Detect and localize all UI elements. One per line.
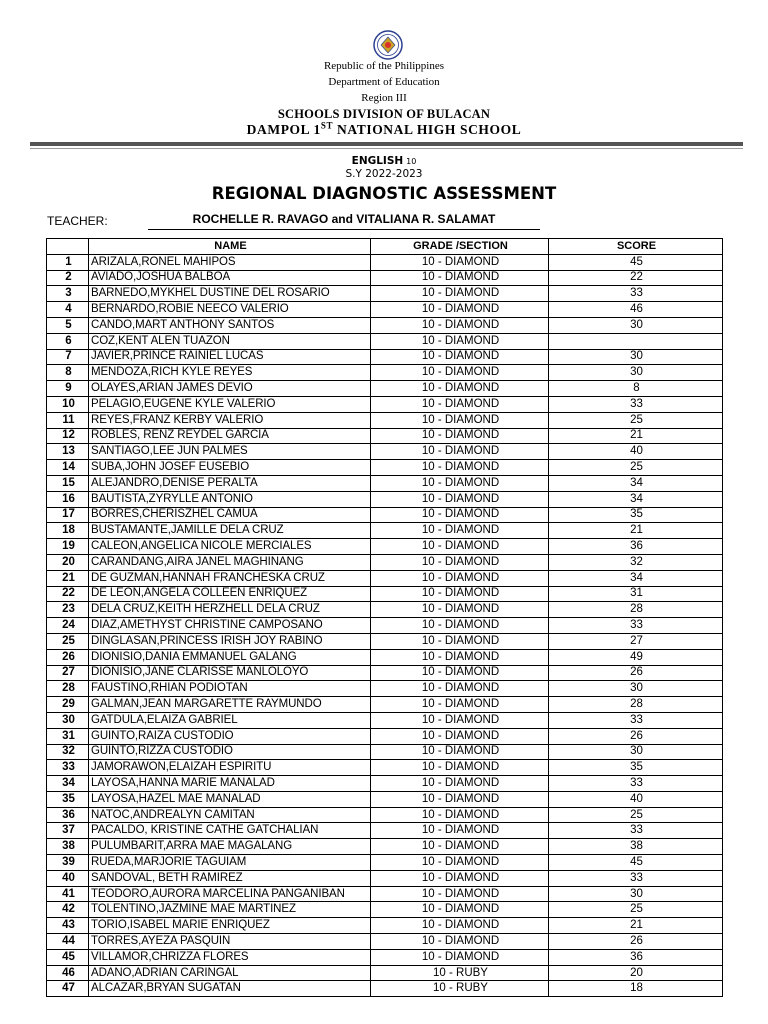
table-row <box>47 491 723 507</box>
score-value: 33 <box>549 618 723 634</box>
row-number: 8 <box>47 365 89 381</box>
row-number: 26 <box>47 649 89 665</box>
row-number: 23 <box>47 602 89 618</box>
header-republic: Republic of the Philippines <box>323 60 445 72</box>
score-value: 30 <box>549 744 723 760</box>
score-value: 33 <box>549 776 723 792</box>
student-name: TEODORO,AURORA MARCELINA PANGANIBAN <box>89 886 371 902</box>
student-name: PULUMBARIT,ARRA MAE MAGALANG <box>89 839 371 855</box>
table-row <box>47 523 723 539</box>
row-number: 37 <box>47 823 89 839</box>
student-name: JAMORAWON,ELAIZAH ESPIRITU <box>89 760 371 776</box>
grade-section: 10 - DIAMOND <box>371 870 549 886</box>
table-row <box>47 302 723 318</box>
grade-section: 10 - DIAMOND <box>371 444 549 460</box>
grade-section: 10 - RUBY <box>371 981 549 997</box>
score-table <box>46 238 723 997</box>
table-row <box>47 886 723 902</box>
student-name: GUINTO,RIZZA CUSTODIO <box>89 744 371 760</box>
grade-section: 10 - DIAMOND <box>371 586 549 602</box>
score-value: 26 <box>549 728 723 744</box>
grade-section: 10 - DIAMOND <box>371 412 549 428</box>
table-row <box>47 412 723 428</box>
score-value: 8 <box>549 381 723 397</box>
student-name: DINGLASAN,PRINCESS IRISH JOY RABINO <box>89 633 371 649</box>
student-name: CARANDANG,AIRA JANEL MAGHINANG <box>89 554 371 570</box>
student-name: TOLENTINO,JAZMINE MAE MARTINEZ <box>89 902 371 918</box>
row-number: 3 <box>47 286 89 302</box>
column-header-number <box>47 239 89 255</box>
score-value: 40 <box>549 444 723 460</box>
school-year: S.Y 2022-2023 <box>345 168 423 180</box>
score-value: 20 <box>549 965 723 981</box>
teacher-label: TEACHER: <box>47 214 108 228</box>
row-number: 44 <box>47 934 89 950</box>
row-number: 2 <box>47 270 89 286</box>
header-rule-thin <box>30 148 743 149</box>
column-header-score: SCORE <box>549 239 723 255</box>
student-name: MENDOZA,RICH KYLE REYES <box>89 365 371 381</box>
score-value: 31 <box>549 586 723 602</box>
row-number: 29 <box>47 697 89 713</box>
table-row <box>47 270 723 286</box>
row-number: 45 <box>47 949 89 965</box>
table-row <box>47 381 723 397</box>
score-value: 25 <box>549 902 723 918</box>
grade-section: 10 - DIAMOND <box>371 270 549 286</box>
row-number: 27 <box>47 665 89 681</box>
table-row <box>47 681 723 697</box>
score-value: 30 <box>549 317 723 333</box>
row-number: 25 <box>47 633 89 649</box>
row-number: 18 <box>47 523 89 539</box>
grade-section: 10 - DIAMOND <box>371 807 549 823</box>
row-number: 33 <box>47 760 89 776</box>
table-row <box>47 618 723 634</box>
grade-section: 10 - DIAMOND <box>371 539 549 555</box>
row-number: 17 <box>47 507 89 523</box>
student-name: SANTIAGO,LEE JUN PALMES <box>89 444 371 460</box>
score-value: 45 <box>549 855 723 871</box>
grade-section: 10 - DIAMOND <box>371 507 549 523</box>
table-row <box>47 570 723 586</box>
student-name: BERNARDO,ROBIE NEECO VALERIO <box>89 302 371 318</box>
row-number: 39 <box>47 855 89 871</box>
row-number: 4 <box>47 302 89 318</box>
row-number: 10 <box>47 396 89 412</box>
grade-section: 10 - DIAMOND <box>371 618 549 634</box>
score-value: 32 <box>549 554 723 570</box>
score-value: 21 <box>549 918 723 934</box>
grade-section: 10 - DIAMOND <box>371 934 549 950</box>
row-number: 31 <box>47 728 89 744</box>
column-header-section: GRADE /SECTION <box>371 239 549 255</box>
table-row <box>47 949 723 965</box>
score-value: 25 <box>549 412 723 428</box>
grade-section: 10 - DIAMOND <box>371 649 549 665</box>
grade-section: 10 - DIAMOND <box>371 886 549 902</box>
table-row <box>47 539 723 555</box>
student-name: NATOC,ANDREALYN CAMITAN <box>89 807 371 823</box>
score-value: 36 <box>549 949 723 965</box>
table-row <box>47 475 723 491</box>
score-value: 33 <box>549 823 723 839</box>
grade-section: 10 - DIAMOND <box>371 554 549 570</box>
student-name: CANDO,MART ANTHONY SANTOS <box>89 317 371 333</box>
student-name: FAUSTINO,RHIAN PODIOTAN <box>89 681 371 697</box>
table-row <box>47 728 723 744</box>
student-name: OLAYES,ARIAN JAMES DEVIO <box>89 381 371 397</box>
row-number: 40 <box>47 870 89 886</box>
score-value: 40 <box>549 791 723 807</box>
grade-section: 10 - DIAMOND <box>371 460 549 476</box>
score-value: 33 <box>549 286 723 302</box>
row-number: 19 <box>47 539 89 555</box>
student-name: ALEJANDRO,DENISE PERALTA <box>89 475 371 491</box>
table-row <box>47 460 723 476</box>
student-name: ALCAZAR,BRYAN SUGATAN <box>89 981 371 997</box>
score-value: 28 <box>549 602 723 618</box>
row-number: 35 <box>47 791 89 807</box>
grade-section: 10 - DIAMOND <box>371 302 549 318</box>
student-name: GUINTO,RAIZA CUSTODIO <box>89 728 371 744</box>
score-value: 18 <box>549 981 723 997</box>
row-number: 38 <box>47 839 89 855</box>
table-row <box>47 981 723 997</box>
grade-section: 10 - DIAMOND <box>371 855 549 871</box>
score-value: 21 <box>549 523 723 539</box>
header-division: SCHOOLS DIVISION OF BULACAN <box>277 107 491 121</box>
table-row <box>47 333 723 349</box>
student-name: SUBA,JOHN JOSEF EUSEBIO <box>89 460 371 476</box>
row-number: 24 <box>47 618 89 634</box>
row-number: 21 <box>47 570 89 586</box>
grade-section: 10 - DIAMOND <box>371 333 549 349</box>
grade-section: 10 - DIAMOND <box>371 697 549 713</box>
score-value: 38 <box>549 839 723 855</box>
row-number: 7 <box>47 349 89 365</box>
score-value: 34 <box>549 491 723 507</box>
row-number: 47 <box>47 981 89 997</box>
grade-section: 10 - DIAMOND <box>371 428 549 444</box>
student-name: TORRES,AYEZA PASQUIN <box>89 934 371 950</box>
table-row <box>47 586 723 602</box>
score-value: 33 <box>549 396 723 412</box>
table-row <box>47 349 723 365</box>
row-number: 20 <box>47 554 89 570</box>
score-value: 27 <box>549 633 723 649</box>
header-region: Region III <box>361 92 407 104</box>
table-row <box>47 444 723 460</box>
student-name: DIONISIO,JANE CLARISSE MANLOLOYO <box>89 665 371 681</box>
student-name: CALEON,ANGELICA NICOLE MERCIALES <box>89 539 371 555</box>
grade-section: 10 - DIAMOND <box>371 665 549 681</box>
grade-section: 10 - DIAMOND <box>371 760 549 776</box>
student-name: BORRES,CHERISZHEL CAMUA <box>89 507 371 523</box>
student-name: JAVIER,PRINCE RAINIEL LUCAS <box>89 349 371 365</box>
grade-section: 10 - DIAMOND <box>371 918 549 934</box>
grade-section: 10 - DIAMOND <box>371 254 549 270</box>
score-value: 49 <box>549 649 723 665</box>
grade-section: 10 - DIAMOND <box>371 317 549 333</box>
score-value: 46 <box>549 302 723 318</box>
score-value: 34 <box>549 475 723 491</box>
header-rule <box>30 142 743 146</box>
grade-section: 10 - DIAMOND <box>371 491 549 507</box>
table-row <box>47 602 723 618</box>
row-number: 11 <box>47 412 89 428</box>
table-row <box>47 317 723 333</box>
row-number: 1 <box>47 254 89 270</box>
student-name: SANDOVAL, BETH RAMIREZ <box>89 870 371 886</box>
row-number: 42 <box>47 902 89 918</box>
student-name: GALMAN,JEAN MARGARETTE RAYMUNDO <box>89 697 371 713</box>
score-value: 33 <box>549 712 723 728</box>
student-name: LAYOSA,HANNA MARIE MANALAD <box>89 776 371 792</box>
table-row <box>47 902 723 918</box>
row-number: 36 <box>47 807 89 823</box>
table-row <box>47 365 723 381</box>
student-name: BAUTISTA,ZYRYLLE ANTONIO <box>89 491 371 507</box>
score-value: 35 <box>549 760 723 776</box>
grade-section: 10 - DIAMOND <box>371 633 549 649</box>
student-name: VILLAMOR,CHRIZZA FLORES <box>89 949 371 965</box>
table-row <box>47 839 723 855</box>
table-row <box>47 665 723 681</box>
grade-section: 10 - DIAMOND <box>371 349 549 365</box>
student-name: AVIADO,JOSHUA BALBOA <box>89 270 371 286</box>
row-number: 6 <box>47 333 89 349</box>
table-body <box>47 254 723 996</box>
grade-section: 10 - DIAMOND <box>371 570 549 586</box>
student-name: DELA CRUZ,KEITH HERZHELL DELA CRUZ <box>89 602 371 618</box>
score-value: 22 <box>549 270 723 286</box>
table-row <box>47 554 723 570</box>
score-value: 25 <box>549 807 723 823</box>
table-row <box>47 697 723 713</box>
student-name: ROBLES, RENZ REYDEL GARCIA <box>89 428 371 444</box>
grade-section: 10 - DIAMOND <box>371 523 549 539</box>
student-name: LAYOSA,HAZEL MAE MANALAD <box>89 791 371 807</box>
table-row <box>47 776 723 792</box>
row-number: 16 <box>47 491 89 507</box>
table-row <box>47 870 723 886</box>
grade-section: 10 - DIAMOND <box>371 902 549 918</box>
grade-section: 10 - DIAMOND <box>371 681 549 697</box>
table-row <box>47 791 723 807</box>
header-department: Department of Education <box>328 76 440 88</box>
table-row <box>47 633 723 649</box>
row-number: 9 <box>47 381 89 397</box>
column-header-name: NAME <box>89 239 371 255</box>
student-name: REYES,FRANZ KERBY VALERIO <box>89 412 371 428</box>
row-number: 41 <box>47 886 89 902</box>
document-title: REGIONAL DIAGNOSTIC ASSESSMENT <box>211 184 557 203</box>
row-number: 32 <box>47 744 89 760</box>
grade-section: 10 - DIAMOND <box>371 475 549 491</box>
student-name: BARNEDO,MYKHEL DUSTINE DEL ROSARIO <box>89 286 371 302</box>
score-value: 36 <box>549 539 723 555</box>
grade-section: 10 - DIAMOND <box>371 396 549 412</box>
grade-section: 10 - DIAMOND <box>371 776 549 792</box>
row-number: 22 <box>47 586 89 602</box>
score-value: 21 <box>549 428 723 444</box>
row-number: 13 <box>47 444 89 460</box>
student-name: DIONISIO,DANIA EMMANUEL GALANG <box>89 649 371 665</box>
student-name: COZ,KENT ALEN TUAZON <box>89 333 371 349</box>
table-row <box>47 965 723 981</box>
grade-section: 10 - DIAMOND <box>371 286 549 302</box>
row-number: 5 <box>47 317 89 333</box>
student-name: DIAZ,AMETHYST CHRISTINE CAMPOSANO <box>89 618 371 634</box>
table-row <box>47 744 723 760</box>
row-number: 15 <box>47 475 89 491</box>
score-value: 25 <box>549 460 723 476</box>
table-row <box>47 823 723 839</box>
score-value <box>549 333 723 349</box>
table-row <box>47 712 723 728</box>
student-name: BUSTAMANTE,JAMILLE DELA CRUZ <box>89 523 371 539</box>
student-name: PELAGIO,EUGENE KYLE VALERIO <box>89 396 371 412</box>
score-value: 30 <box>549 349 723 365</box>
score-value: 28 <box>549 697 723 713</box>
grade-section: 10 - DIAMOND <box>371 791 549 807</box>
score-value: 30 <box>549 681 723 697</box>
score-value: 35 <box>549 507 723 523</box>
grade-section: 10 - DIAMOND <box>371 381 549 397</box>
row-number: 12 <box>47 428 89 444</box>
table-row <box>47 428 723 444</box>
table-header-row <box>47 239 723 255</box>
score-value: 26 <box>549 934 723 950</box>
student-name: GATDULA,ELAIZA GABRIEL <box>89 712 371 728</box>
table-row <box>47 918 723 934</box>
row-number: 34 <box>47 776 89 792</box>
grade-section: 10 - DIAMOND <box>371 823 549 839</box>
score-value: 30 <box>549 886 723 902</box>
teacher-names: ROCHELLE R. RAVAGO and VITALIANA R. SALAMAT <box>148 212 540 230</box>
score-value: 26 <box>549 665 723 681</box>
grade-section: 10 - DIAMOND <box>371 728 549 744</box>
header-school-name: DAMPOL 1ST NATIONAL HIGH SCHOOL <box>246 120 522 137</box>
grade-section: 10 - DIAMOND <box>371 365 549 381</box>
table-row <box>47 507 723 523</box>
table-row <box>47 855 723 871</box>
grade-section: 10 - DIAMOND <box>371 712 549 728</box>
table-row <box>47 760 723 776</box>
table-row <box>47 396 723 412</box>
table-row <box>47 254 723 270</box>
row-number: 14 <box>47 460 89 476</box>
student-name: DE GUZMAN,HANNAH FRANCHESKA CRUZ <box>89 570 371 586</box>
table-row <box>47 649 723 665</box>
score-value: 34 <box>549 570 723 586</box>
grade-section: 10 - DIAMOND <box>371 839 549 855</box>
table-row <box>47 286 723 302</box>
student-name: ADANO,ADRIAN CARINGAL <box>89 965 371 981</box>
row-number: 43 <box>47 918 89 934</box>
row-number: 28 <box>47 681 89 697</box>
subject-label: ENGLISH 10 <box>351 155 417 167</box>
row-number: 46 <box>47 965 89 981</box>
student-name: TORIO,ISABEL MARIE ENRIQUEZ <box>89 918 371 934</box>
table-row <box>47 807 723 823</box>
score-value: 45 <box>549 254 723 270</box>
deped-seal-icon <box>373 30 403 60</box>
grade-section: 10 - RUBY <box>371 965 549 981</box>
grade-section: 10 - DIAMOND <box>371 744 549 760</box>
student-name: PACALDO, KRISTINE CATHE GATCHALIAN <box>89 823 371 839</box>
grade-section: 10 - DIAMOND <box>371 602 549 618</box>
row-number: 30 <box>47 712 89 728</box>
score-value: 33 <box>549 870 723 886</box>
student-name: DE LEON,ANGELA COLLEEN ENRIQUEZ <box>89 586 371 602</box>
score-value: 30 <box>549 365 723 381</box>
grade-section: 10 - DIAMOND <box>371 949 549 965</box>
table-row <box>47 934 723 950</box>
student-name: RUEDA,MARJORIE TAGUIAM <box>89 855 371 871</box>
student-name: ARIZALA,RONEL MAHIPOS <box>89 254 371 270</box>
